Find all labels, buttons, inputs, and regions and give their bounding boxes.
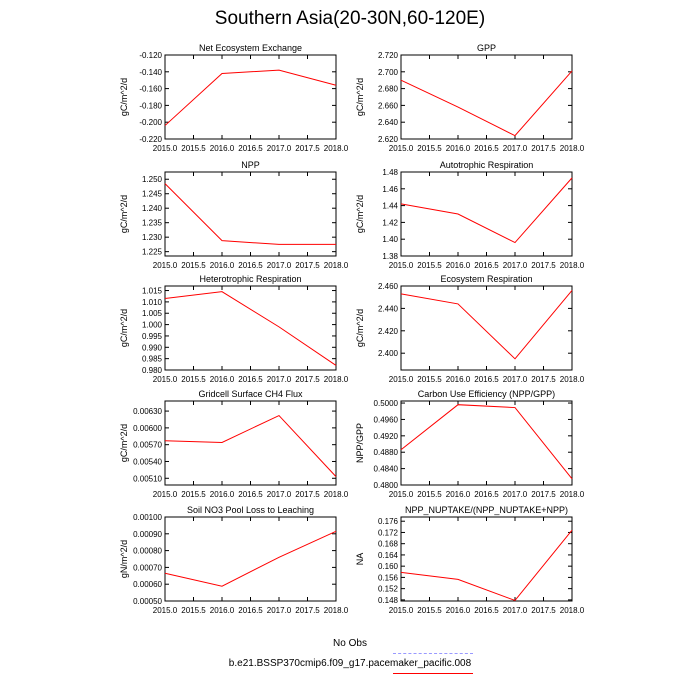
x-tick-label: 2017.5 [531,606,556,615]
chart-panel-9 [119,505,349,615]
y-tick-label: 0.00050 [133,597,162,606]
x-tick-label: 2017.5 [531,144,556,153]
chart-panel-2 [355,43,585,153]
plot-frame [165,172,336,256]
y-tick-label: 1.46 [382,184,398,194]
y-axis-label: gC/m^2/d [355,77,365,117]
y-tick-label: 0.4880 [373,448,398,458]
y-tick-label: 0.00600 [133,423,162,433]
y-tick-label: 0.4840 [373,464,398,474]
x-tick-label: 2016.5 [238,144,263,153]
x-tick-label: 2017.0 [266,144,292,153]
x-tick-label: 2017.0 [502,606,528,615]
y-axis-label: gC/m^2/d [119,308,129,348]
plot-frame [401,55,572,139]
x-tick-label: 2015.5 [181,261,206,270]
series-line [401,290,572,358]
y-tick-label: -0.120 [139,51,162,60]
y-tick-label: 1.240 [141,204,162,214]
y-tick-label: 0.168 [377,539,398,549]
y-tick-label: 2.440 [377,304,398,314]
legend-obs-label: No Obs [333,638,367,649]
x-tick-label: 2017.0 [266,606,292,615]
y-tick-label: 1.245 [141,189,162,199]
y-tick-label: 0.00630 [133,407,162,417]
plot-frame [165,401,336,485]
plot-frame [401,172,572,256]
y-tick-label: 0.995 [141,331,162,341]
y-tick-label: 1.225 [141,247,162,257]
x-tick-label: 2017.5 [295,375,320,384]
y-tick-label: 1.005 [141,309,162,319]
panel-title: Net Ecosystem Exchange [198,43,303,53]
x-tick-label: 2015.5 [181,606,206,615]
x-tick-label: 2016.5 [474,490,499,499]
plot-frame [165,55,336,139]
x-tick-label: 2018.0 [559,490,585,499]
y-tick-label: 0.172 [377,528,398,538]
y-tick-label: 1.38 [382,252,398,261]
x-tick-label: 2015.0 [388,375,414,384]
y-tick-label: 1.000 [141,320,162,330]
series-line [165,70,336,125]
chart-panel-3 [119,160,349,270]
x-tick-label: 2016.0 [209,144,235,153]
x-tick-label: 2016.5 [474,261,499,270]
y-tick-label: 0.176 [377,517,398,527]
x-tick-label: 2018.0 [323,606,349,615]
x-tick-label: 2018.0 [559,606,585,615]
x-tick-label: 2015.0 [152,490,178,499]
panel-title: Carbon Use Efficiency (NPP/GPP) [417,389,556,399]
y-axis-label: gC/m^2/d [355,194,365,234]
legend [0,636,700,686]
panel-title: NPP_NUPTAKE/(NPP_NUPTAKE+NPP) [405,505,568,515]
x-tick-label: 2016.0 [445,606,471,615]
y-tick-label: 2.680 [377,84,398,94]
x-tick-label: 2018.0 [559,375,585,384]
y-tick-label: 1.44 [382,201,398,211]
y-tick-label: 1.235 [141,218,162,228]
y-tick-label: 0.00540 [133,457,162,467]
y-tick-label: -0.180 [139,101,162,111]
x-tick-label: 2015.5 [181,490,206,499]
x-tick-label: 2016.5 [474,375,499,384]
panel-title: Heterotrophic Respiration [199,274,302,284]
x-tick-label: 2015.0 [152,144,178,153]
y-tick-label: 0.160 [377,562,398,572]
y-tick-label: 2.400 [377,349,398,359]
x-tick-label: 2018.0 [323,375,349,384]
y-tick-label: 1.250 [141,175,162,185]
y-tick-label: 2.700 [377,67,398,77]
panel-title: Soil NO3 Pool Loss to Leaching [186,505,315,515]
series-line [165,292,336,366]
x-tick-label: 2016.0 [209,606,235,615]
y-tick-label: 2.660 [377,101,398,111]
y-axis-label: gC/m^2/d [355,308,365,348]
y-tick-label: 2.460 [377,282,398,291]
x-tick-label: 2017.5 [295,261,320,270]
y-tick-label: 0.4920 [373,431,398,441]
x-tick-label: 2016.5 [474,144,499,153]
y-tick-label: 0.990 [141,343,162,353]
y-tick-label: 0.156 [377,573,398,583]
y-tick-label: 1.42 [382,218,398,228]
x-tick-label: 2018.0 [323,490,349,499]
y-tick-label: -0.200 [139,118,162,128]
panel-title: Ecosystem Respiration [440,274,533,284]
x-tick-label: 2016.5 [474,606,499,615]
x-tick-label: 2015.0 [388,261,414,270]
x-tick-label: 2018.0 [323,144,349,153]
x-tick-label: 2018.0 [559,261,585,270]
y-tick-label: 0.148 [377,595,398,605]
plot-frame [401,401,572,485]
x-tick-label: 2016.5 [238,490,263,499]
x-tick-label: 2015.5 [181,375,206,384]
x-tick-label: 2017.5 [531,375,556,384]
legend-model-line [393,673,473,674]
y-axis-label: gC/m^2/d [119,423,129,463]
y-axis-label: gC/m^2/d [119,77,129,117]
x-tick-label: 2016.0 [209,490,235,499]
y-tick-label: 0.4800 [373,481,398,490]
series-line [165,184,336,245]
series-line [165,531,336,586]
y-tick-label: 0.00070 [133,563,162,573]
x-tick-label: 2015.5 [417,375,442,384]
chart-panel-1 [119,43,349,153]
y-tick-label: 1.40 [382,235,398,245]
x-tick-label: 2016.0 [445,375,471,384]
panel-title: GPP [476,43,497,53]
x-tick-label: 2016.5 [238,375,263,384]
x-tick-label: 2016.5 [238,606,263,615]
series-line [165,416,336,477]
y-tick-label: 2.640 [377,118,398,128]
x-tick-label: 2017.5 [531,261,556,270]
x-tick-label: 2016.0 [209,261,235,270]
y-tick-label: 0.00080 [133,546,162,556]
x-tick-label: 2017.5 [531,490,556,499]
x-tick-label: 2017.0 [502,490,528,499]
y-axis-label: NA [355,552,365,566]
series-line [401,178,572,243]
y-tick-label: -0.140 [139,67,162,77]
x-tick-label: 2015.0 [152,375,178,384]
x-tick-label: 2017.0 [266,490,292,499]
y-tick-label: 0.985 [141,354,162,364]
chart-panel-6 [355,274,585,384]
x-tick-label: 2016.0 [445,490,471,499]
x-tick-label: 2015.5 [417,606,442,615]
y-tick-label: 0.00510 [133,474,162,484]
y-tick-label: 0.152 [377,584,398,594]
plot-frame [401,517,572,601]
panel-title: NPP [241,160,260,170]
y-tick-label: 0.164 [377,550,398,560]
plot-frame [165,286,336,370]
x-tick-label: 2018.0 [559,144,585,153]
figure-title: Southern Asia(20-30N,60-120E) [214,8,486,29]
x-tick-label: 2017.0 [502,375,528,384]
x-tick-label: 2016.5 [238,261,263,270]
y-tick-label: 1.48 [382,168,398,177]
y-tick-label: 2.420 [377,326,398,336]
legend-obs-line [393,653,473,654]
y-tick-label: 0.00090 [133,529,162,539]
x-tick-label: 2016.0 [445,144,471,153]
y-tick-label: 1.010 [141,297,162,307]
plot-frame [165,517,336,601]
y-tick-label: 0.00100 [133,513,162,522]
x-tick-label: 2015.5 [417,490,442,499]
x-tick-label: 2015.0 [152,261,178,270]
y-tick-label: 1.230 [141,233,162,243]
y-axis-label: NPP/GPP [355,422,365,464]
y-tick-label: 0.4960 [373,415,398,425]
x-tick-label: 2015.0 [388,144,414,153]
x-tick-label: 2015.5 [417,261,442,270]
x-tick-label: 2015.5 [417,144,442,153]
y-axis-label: gN/m^2/d [119,539,129,579]
x-tick-label: 2016.0 [209,375,235,384]
chart-panel-4 [355,160,585,270]
y-tick-label: 0.980 [141,366,162,375]
x-tick-label: 2017.5 [295,490,320,499]
y-tick-label: 0.00570 [133,440,162,450]
x-tick-label: 2018.0 [323,261,349,270]
panel-title: Autotrophic Respiration [439,160,534,170]
legend-model-label: b.e21.BSSP370cmip6.f09_g17.pacemaker_pacific.008 [228,658,472,669]
series-line [401,530,572,600]
x-tick-label: 2015.0 [388,606,414,615]
y-tick-label: 1.015 [141,286,162,296]
x-tick-label: 2017.0 [502,144,528,153]
chart-panel-5 [119,274,349,384]
chart-panel-7 [119,389,349,499]
panel-title: Gridcell Surface CH4 Flux [198,389,303,399]
x-tick-label: 2017.5 [295,606,320,615]
y-axis-label: gC/m^2/d [119,194,129,234]
y-tick-label: -0.160 [139,84,162,94]
y-tick-label: 2.620 [377,135,398,144]
x-tick-label: 2015.0 [152,606,178,615]
x-tick-label: 2015.5 [181,144,206,153]
series-line [401,405,572,479]
y-tick-label: -0.220 [139,135,162,144]
x-tick-label: 2017.0 [266,375,292,384]
x-tick-label: 2015.0 [388,490,414,499]
chart-panel-8 [355,389,585,499]
x-tick-label: 2017.5 [295,144,320,153]
x-tick-label: 2017.0 [266,261,292,270]
series-line [401,71,572,136]
y-tick-label: 0.5000 [373,399,398,409]
y-tick-label: 2.720 [377,51,398,60]
chart-panel-10 [355,505,585,615]
x-tick-label: 2017.0 [502,261,528,270]
x-tick-label: 2016.0 [445,261,471,270]
y-tick-label: 0.00060 [133,580,162,590]
